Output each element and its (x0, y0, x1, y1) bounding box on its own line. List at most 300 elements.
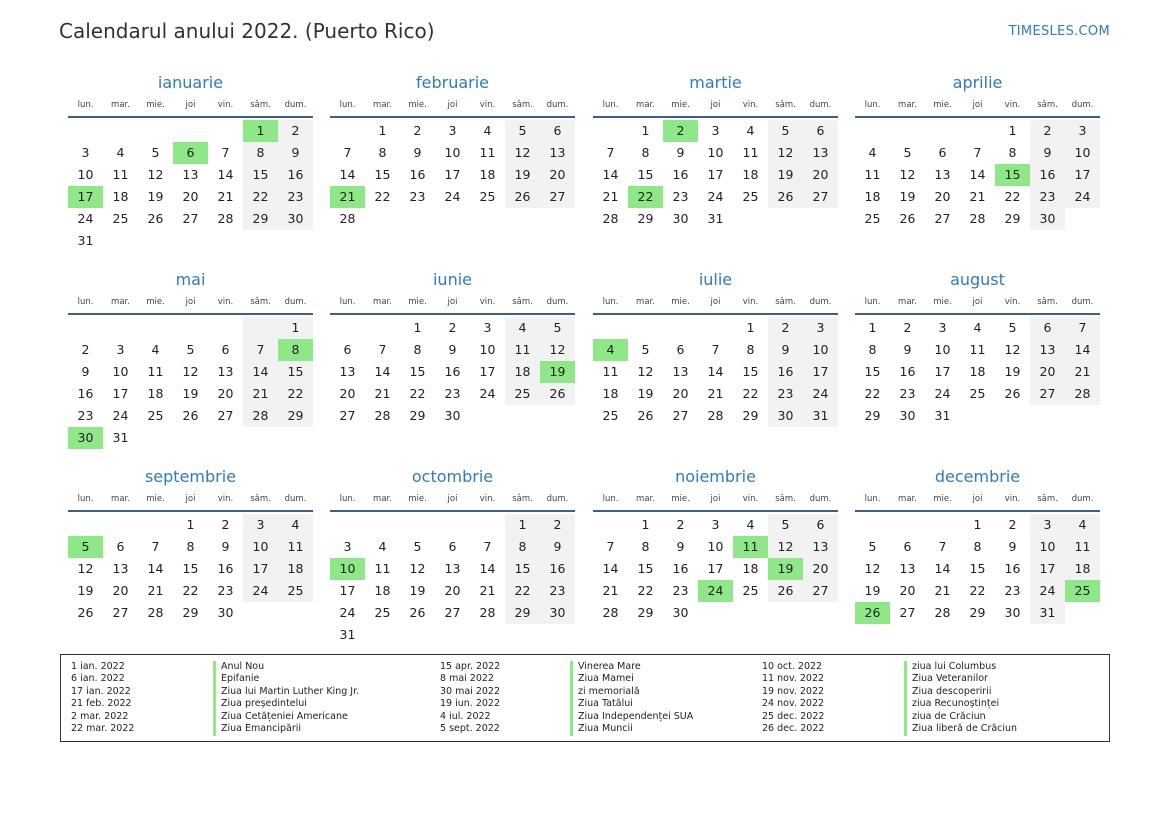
day-cell: 11 (864, 167, 881, 182)
month-martie (593, 72, 838, 230)
day-cell: 13 (339, 364, 356, 379)
month-octombrie (330, 466, 575, 646)
day-cell: 9 (768, 339, 803, 361)
empty-cell (733, 602, 768, 624)
weekday-label: dum. (1071, 494, 1094, 504)
day-cell: 13 (444, 561, 461, 576)
weekday-header (855, 98, 1100, 118)
day-cell: 26 (768, 580, 803, 602)
day-cell: 7 (343, 145, 352, 160)
weekday-label: mar. (373, 297, 392, 307)
day-cell: 13 (112, 561, 129, 576)
weekday-label: vin. (1004, 297, 1021, 307)
day-cell: 21 (602, 583, 619, 598)
day-cell: 23 (1030, 186, 1065, 208)
empty-cell (435, 208, 470, 230)
day-cell: 24 (243, 580, 278, 602)
legend-date: 1 ian. 2022 (71, 661, 125, 672)
empty-cell (68, 317, 103, 339)
day-cell: 29 (969, 605, 986, 620)
day-cell: 2 (903, 320, 912, 335)
day-cell: 4 (278, 514, 313, 536)
day-cell: 6 (676, 342, 685, 357)
day-cell: 3 (1030, 514, 1065, 536)
empty-cell (663, 317, 698, 339)
empty-cell (995, 405, 1030, 427)
empty-cell (278, 602, 313, 624)
empty-cell (1065, 405, 1100, 427)
day-cell: 9 (540, 536, 575, 558)
day-cell: 12 (768, 142, 803, 164)
weekday-label: lun. (864, 297, 881, 307)
legend-holiday-name: Epifanie (213, 673, 259, 686)
day-cell: 2 (448, 320, 457, 335)
day-cell: 24 (803, 383, 838, 405)
day-cell: 20 (540, 164, 575, 186)
empty-cell (68, 514, 103, 536)
day-cell: 12 (505, 142, 540, 164)
day-cell: 21 (217, 189, 234, 204)
day-cell: 13 (182, 167, 199, 182)
day-cell: 15 (409, 364, 426, 379)
day-cell: 7 (378, 342, 387, 357)
empty-cell (435, 514, 470, 536)
weekday-header (68, 492, 313, 512)
day-cell: 5 (68, 536, 103, 558)
day-cell: 14 (374, 364, 391, 379)
day-cell: 5 (505, 120, 540, 142)
day-cell: 2 (278, 120, 313, 142)
weekday-label: sâm. (1037, 494, 1058, 504)
day-cell: 10 (934, 342, 951, 357)
day-cell: 11 (374, 561, 391, 576)
day-cell: 4 (973, 320, 982, 335)
weekday-header (593, 98, 838, 118)
empty-cell (138, 120, 173, 142)
day-cell: 8 (278, 339, 313, 361)
day-cell: 28 (602, 605, 619, 620)
empty-cell (365, 514, 400, 536)
legend-date: 6 ian. 2022 (71, 673, 125, 685)
legend-date: 8 mai 2022 (440, 673, 494, 685)
day-cell: 28 (602, 211, 619, 226)
month-name: septembrie (144, 467, 237, 486)
legend-date: 22 mar. 2022 (71, 723, 135, 734)
weekday-header (593, 492, 838, 512)
weekday-label: mie. (933, 100, 952, 110)
day-cell: 14 (217, 167, 234, 182)
day-cell: 2 (221, 517, 230, 532)
day-cell: 13 (803, 142, 838, 164)
empty-cell (173, 427, 208, 449)
weekday-label: mie. (671, 297, 690, 307)
weekday-label: lun. (77, 494, 94, 504)
empty-cell (400, 514, 435, 536)
day-cell: 12 (182, 364, 199, 379)
days-grid (855, 317, 1100, 427)
day-cell: 17 (803, 361, 838, 383)
weekday-label: lun. (77, 297, 94, 307)
day-cell: 23 (899, 386, 916, 401)
day-cell: 14 (243, 361, 278, 383)
empty-cell (400, 208, 435, 230)
day-cell: 16 (899, 364, 916, 379)
day-cell: 20 (803, 558, 838, 580)
day-cell: 14 (602, 167, 619, 182)
day-cell: 4 (746, 517, 755, 532)
day-cell: 28 (934, 605, 951, 620)
day-cell: 11 (147, 364, 164, 379)
day-cell: 16 (1030, 164, 1065, 186)
day-cell: 9 (676, 539, 685, 554)
days-grid (593, 514, 838, 624)
month-iunie (330, 269, 575, 427)
day-cell: 18 (505, 361, 540, 383)
day-cell: 5 (768, 120, 803, 142)
day-cell: 28 (217, 211, 234, 226)
empty-cell (103, 514, 138, 536)
weekday-label: joi (185, 494, 196, 504)
day-cell: 3 (343, 539, 352, 554)
day-cell: 31 (934, 408, 951, 423)
empty-cell (540, 624, 575, 646)
month-februarie (330, 72, 575, 230)
day-cell: 13 (540, 142, 575, 164)
empty-cell (925, 120, 960, 142)
weekday-label: mar. (636, 297, 655, 307)
legend-date: 4 iul. 2022 (440, 710, 491, 722)
empty-cell (890, 514, 925, 536)
legend-date: 24 nov. 2022 (762, 698, 825, 710)
day-cell: 12 (147, 167, 164, 182)
month-name: mai (175, 270, 206, 289)
day-cell: 27 (444, 605, 461, 620)
day-cell: 12 (768, 536, 803, 558)
empty-cell (208, 120, 243, 142)
day-cell: 24 (1065, 186, 1100, 208)
day-cell: 16 (768, 361, 803, 383)
month-name: noiembrie (675, 467, 756, 486)
empty-cell (243, 427, 278, 449)
day-cell: 3 (938, 320, 947, 335)
day-cell: 10 (77, 167, 94, 182)
day-cell: 29 (742, 408, 759, 423)
day-cell: 26 (505, 186, 540, 208)
legend-holiday-name: Ziua Veteranilor (904, 673, 988, 686)
day-cell: 20 (672, 386, 689, 401)
days-grid (68, 120, 313, 252)
legend-date: 2 mar. 2022 (71, 710, 129, 722)
day-cell: 18 (969, 364, 986, 379)
day-cell: 3 (711, 517, 720, 532)
weekday-label: lun. (339, 494, 356, 504)
empty-cell (803, 602, 838, 624)
day-cell: 31 (112, 430, 129, 445)
day-cell: 25 (374, 605, 391, 620)
day-cell: 25 (278, 580, 313, 602)
weekday-label: vin. (479, 297, 496, 307)
day-cell: 25 (742, 189, 759, 204)
weekday-label: joi (447, 494, 458, 504)
day-cell: 11 (742, 145, 759, 160)
weekday-label: mar. (373, 100, 392, 110)
day-cell: 14 (707, 364, 724, 379)
day-cell: 3 (803, 317, 838, 339)
day-cell: 16 (409, 167, 426, 182)
empty-cell (330, 317, 365, 339)
day-cell: 22 (505, 580, 540, 602)
day-cell: 16 (217, 561, 234, 576)
legend-holiday-name: Ziua Mamei (570, 673, 634, 686)
day-cell: 27 (112, 605, 129, 620)
empty-cell (470, 514, 505, 536)
day-cell: 6 (173, 142, 208, 164)
day-cell: 18 (864, 189, 881, 204)
day-cell: 15 (637, 561, 654, 576)
day-cell: 27 (803, 186, 838, 208)
day-cell: 19 (1004, 364, 1021, 379)
legend-date: 17 ian. 2022 (71, 685, 131, 697)
day-cell: 15 (995, 164, 1030, 186)
day-cell: 21 (969, 189, 986, 204)
weekday-label: mie. (933, 297, 952, 307)
day-cell: 18 (1065, 558, 1100, 580)
weekday-label: dum. (284, 494, 307, 504)
day-cell: 10 (112, 364, 129, 379)
day-cell: 20 (899, 583, 916, 598)
empty-cell (103, 317, 138, 339)
day-cell: 16 (1004, 561, 1021, 576)
day-cell: 30 (899, 408, 916, 423)
day-cell: 31 (339, 627, 356, 642)
day-cell: 2 (1008, 517, 1017, 532)
weekday-label: mar. (111, 297, 130, 307)
month-name: decembrie (934, 467, 1021, 486)
day-cell: 21 (374, 386, 391, 401)
month-name: august (950, 270, 1005, 289)
day-cell: 12 (899, 167, 916, 182)
weekday-label: lun. (864, 100, 881, 110)
weekday-label: lun. (602, 494, 619, 504)
day-cell: 1 (1008, 123, 1017, 138)
day-cell: 6 (540, 120, 575, 142)
day-cell: 25 (742, 583, 759, 598)
month-name: iunie (432, 270, 472, 289)
weekday-label: mar. (111, 100, 130, 110)
weekday-label: sâm. (512, 100, 533, 110)
empty-cell (243, 602, 278, 624)
day-cell: 17 (707, 167, 724, 182)
legend-holiday-name: ziua Recunoștinței (904, 698, 999, 711)
day-cell: 17 (707, 561, 724, 576)
empty-cell (628, 317, 663, 339)
day-cell: 22 (969, 583, 986, 598)
day-cell: 7 (483, 539, 492, 554)
day-cell: 4 (505, 317, 540, 339)
legend-date: 25 dec. 2022 (762, 710, 825, 722)
weekday-label: lun. (339, 297, 356, 307)
day-cell: 31 (1030, 602, 1065, 624)
empty-cell (925, 514, 960, 536)
legend-date: 5 sept. 2022 (440, 723, 500, 734)
day-cell: 30 (768, 405, 803, 427)
day-cell: 26 (1004, 386, 1021, 401)
day-cell: 17 (1065, 164, 1100, 186)
month-mai (68, 269, 313, 449)
legend-holiday-name: ziua de Crăciun (904, 711, 986, 724)
day-cell: 12 (540, 339, 575, 361)
day-cell: 17 (444, 167, 461, 182)
day-cell: 15 (182, 561, 199, 576)
weekday-label: joi (447, 100, 458, 110)
empty-cell (1065, 602, 1100, 624)
month-august (855, 269, 1100, 427)
day-cell: 15 (278, 361, 313, 383)
day-cell: 27 (899, 605, 916, 620)
day-cell: 28 (243, 405, 278, 427)
day-cell: 11 (112, 167, 129, 182)
day-cell: 9 (278, 142, 313, 164)
day-cell: 8 (186, 539, 195, 554)
day-cell: 9 (1008, 539, 1017, 554)
day-cell: 7 (1065, 317, 1100, 339)
empty-cell (1030, 405, 1065, 427)
day-cell: 1 (641, 517, 650, 532)
day-cell: 10 (707, 145, 724, 160)
day-cell: 25 (864, 211, 881, 226)
empty-cell (890, 120, 925, 142)
day-cell: 10 (1030, 536, 1065, 558)
month-ianuarie (68, 72, 313, 252)
day-cell: 28 (147, 605, 164, 620)
weekday-label: sâm. (250, 494, 271, 504)
day-cell: 6 (803, 120, 838, 142)
day-cell: 8 (505, 536, 540, 558)
empty-cell (243, 230, 278, 252)
day-cell: 24 (1030, 580, 1065, 602)
weekday-label: sâm. (775, 297, 796, 307)
empty-cell (365, 317, 400, 339)
weekday-label: mie. (146, 494, 165, 504)
weekday-label: vin. (479, 100, 496, 110)
day-cell: 27 (1030, 383, 1065, 405)
weekday-label: lun. (602, 297, 619, 307)
holiday-legend (60, 654, 1110, 742)
weekday-label: vin. (217, 297, 234, 307)
weekday-label: vin. (217, 494, 234, 504)
day-cell: 8 (1008, 145, 1017, 160)
day-cell: 29 (182, 605, 199, 620)
empty-cell (138, 317, 173, 339)
day-cell: 14 (934, 561, 951, 576)
weekday-label: sâm. (775, 100, 796, 110)
empty-cell (208, 230, 243, 252)
day-cell: 3 (116, 342, 125, 357)
day-cell: 22 (637, 583, 654, 598)
day-cell: 28 (374, 408, 391, 423)
day-cell: 9 (413, 145, 422, 160)
weekday-header (855, 492, 1100, 512)
day-cell: 4 (868, 145, 877, 160)
weekday-label: dum. (1071, 297, 1094, 307)
day-cell: 23 (672, 583, 689, 598)
legend-date: 26 dec. 2022 (762, 723, 825, 734)
day-cell: 27 (540, 186, 575, 208)
day-cell: 11 (1065, 536, 1100, 558)
weekday-label: sâm. (1037, 297, 1058, 307)
day-cell: 30 (444, 408, 461, 423)
weekday-label: joi (710, 494, 721, 504)
day-cell: 7 (973, 145, 982, 160)
day-cell: 10 (803, 339, 838, 361)
day-cell: 2 (540, 514, 575, 536)
day-cell: 1 (868, 320, 877, 335)
month-name: februarie (415, 73, 490, 92)
empty-cell (768, 208, 803, 230)
page-title: Calendarul anului 2022. (Puerto Rico) (59, 19, 435, 43)
day-cell: 17 (1030, 558, 1065, 580)
empty-cell (855, 120, 890, 142)
empty-cell (103, 120, 138, 142)
empty-cell (278, 427, 313, 449)
day-cell: 25 (1065, 580, 1100, 602)
day-cell: 19 (505, 164, 540, 186)
day-cell: 25 (479, 189, 496, 204)
day-cell: 4 (378, 539, 387, 554)
day-cell: 22 (1004, 189, 1021, 204)
weekday-label: joi (972, 297, 983, 307)
month-name: martie (689, 73, 742, 92)
empty-cell (470, 624, 505, 646)
day-cell: 26 (147, 211, 164, 226)
day-cell: 9 (676, 145, 685, 160)
day-cell: 18 (602, 386, 619, 401)
day-cell: 19 (540, 361, 575, 383)
day-cell: 30 (1004, 605, 1021, 620)
day-cell: 5 (186, 342, 195, 357)
days-grid (330, 120, 575, 230)
legend-holiday-name: Ziua Emancipării (213, 723, 301, 736)
day-cell: 24 (112, 408, 129, 423)
day-cell: 20 (112, 583, 129, 598)
weekday-header (330, 98, 575, 118)
day-cell: 26 (77, 605, 94, 620)
weekday-label: lun. (339, 100, 356, 110)
day-cell: 6 (803, 514, 838, 536)
day-cell: 27 (182, 211, 199, 226)
day-cell: 10 (1065, 142, 1100, 164)
days-grid (330, 514, 575, 646)
day-cell: 6 (221, 342, 230, 357)
day-cell: 1 (505, 514, 540, 536)
weekday-label: mar. (373, 494, 392, 504)
day-cell: 29 (409, 408, 426, 423)
weekday-label: lun. (602, 100, 619, 110)
brand-link[interactable]: TIMESLES.COM (1008, 24, 1110, 39)
day-cell: 20 (444, 583, 461, 598)
day-cell: 25 (602, 408, 619, 423)
day-cell: 7 (221, 145, 230, 160)
day-cell: 22 (182, 583, 199, 598)
day-cell: 15 (969, 561, 986, 576)
days-grid (855, 514, 1100, 624)
day-cell: 8 (746, 342, 755, 357)
day-cell: 21 (1065, 361, 1100, 383)
empty-cell (365, 208, 400, 230)
day-cell: 7 (243, 339, 278, 361)
day-cell: 13 (217, 364, 234, 379)
weekday-label: mar. (898, 100, 917, 110)
